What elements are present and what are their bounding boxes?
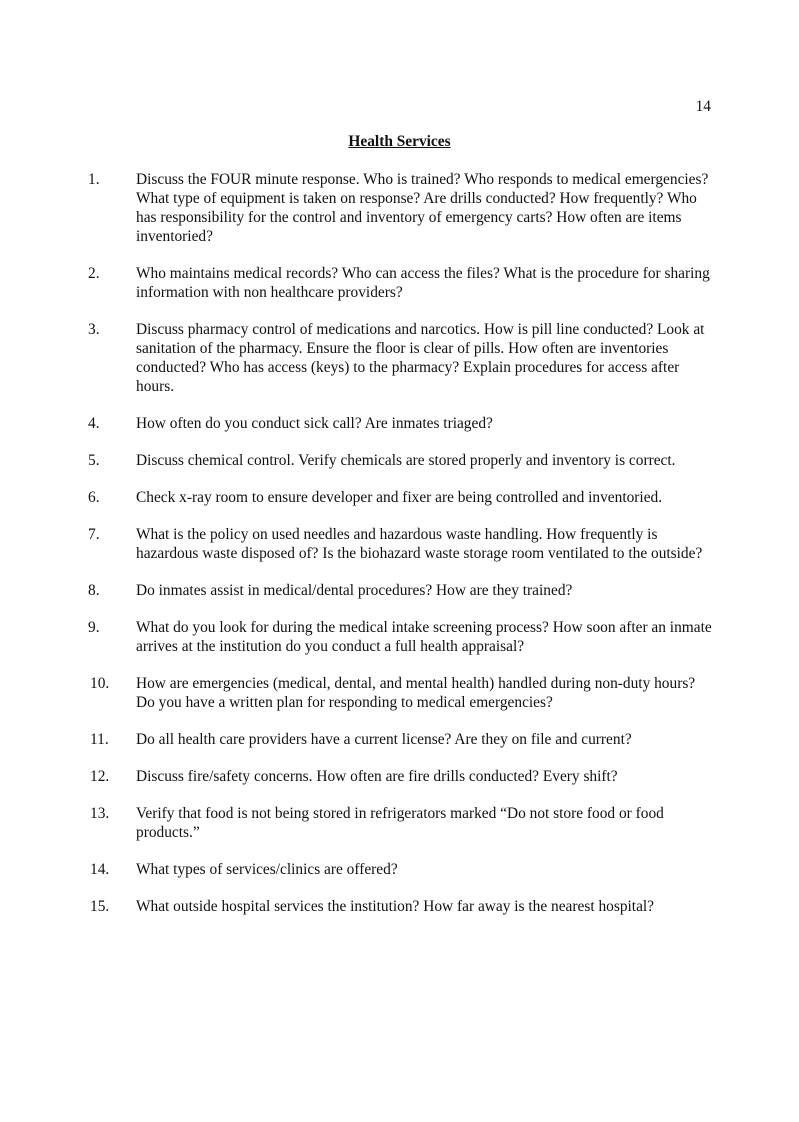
list-item (88, 860, 728, 879)
question-text: Discuss pharmacy control of medications and narcotics. How is pill line conducted? Look at sanitation of the pharmacy. Ensure the floor is clear of pills. How often are inventories conducted? Who has access (keys) to the pharmacy? Explain procedures for access after hours. (136, 321, 705, 395)
question-number: 7. (88, 526, 100, 543)
list-item (88, 451, 728, 470)
list-item (88, 264, 728, 302)
question-text: How are emergencies (medical, dental, and mental health) handled during non-duty hours? Do you have a written plan for responding to medical emergencies? (136, 675, 696, 711)
list-item (88, 674, 728, 712)
list-item (88, 414, 728, 433)
list-item (88, 730, 728, 749)
question-text: How often do you conduct sick call? Are inmates triaged? (136, 415, 493, 432)
question-number: 1. (88, 171, 100, 188)
list-item (88, 618, 728, 656)
page-title: Health Services (348, 133, 451, 150)
question-text: Do all health care providers have a current license? Are they on file and current? (136, 731, 632, 748)
question-text: Check x-ray room to ensure developer and fixer are being controlled and inventoried. (136, 489, 663, 506)
question-text: What do you look for during the medical intake screening process? How soon after an inmate arrives at the institution do you conduct a full health appraisal? (136, 619, 712, 655)
list-item (88, 897, 728, 916)
question-list (88, 170, 728, 934)
question-number: 5. (88, 452, 100, 469)
question-number: 8. (88, 582, 100, 599)
question-text: Do inmates assist in medical/dental procedures? How are they trained? (136, 582, 573, 599)
question-number: 11. (90, 731, 109, 748)
question-number: 6. (88, 489, 100, 506)
list-item (88, 488, 728, 507)
list-item (88, 767, 728, 786)
list-item (88, 170, 728, 246)
question-text: Verify that food is not being stored in refrigerators marked “Do not store food or food products.” (136, 805, 664, 841)
list-item (88, 525, 728, 563)
list-item (88, 320, 728, 396)
question-number: 13. (90, 805, 110, 822)
question-text: What outside hospital services the institution? How far away is the nearest hospital? (136, 898, 655, 915)
list-item (88, 581, 728, 600)
list-item (88, 804, 728, 842)
question-text: Discuss fire/safety concerns. How often are fire drills conducted? Every shift? (136, 768, 618, 785)
question-number: 3. (88, 321, 100, 338)
question-text: What types of services/clinics are offered? (136, 861, 398, 878)
question-number: 10. (90, 675, 110, 692)
question-text: Discuss chemical control. Verify chemicals are stored properly and inventory is correct. (136, 452, 676, 469)
question-number: 14. (90, 861, 110, 878)
question-number: 9. (88, 619, 100, 636)
question-text: Who maintains medical records? Who can access the files? What is the procedure for sharing information with non healthcare providers? (136, 265, 710, 301)
question-number: 12. (90, 768, 110, 785)
question-number: 15. (90, 898, 110, 915)
question-text: Discuss the FOUR minute response. Who is trained? Who responds to medical emergencies? What type of equipment is taken on response? Are drills conducted? How frequently? Who has responsibility for the control and inventory of emergency carts? How often are items inventoried? (136, 171, 709, 245)
page-number: 14 (695, 98, 711, 115)
question-text: What is the policy on used needles and hazardous waste handling. How frequently is hazardous waste disposed of? Is the biohazard waste storage room ventilated to the outside? (136, 526, 703, 562)
question-number: 4. (88, 415, 100, 432)
question-number: 2. (88, 265, 100, 282)
